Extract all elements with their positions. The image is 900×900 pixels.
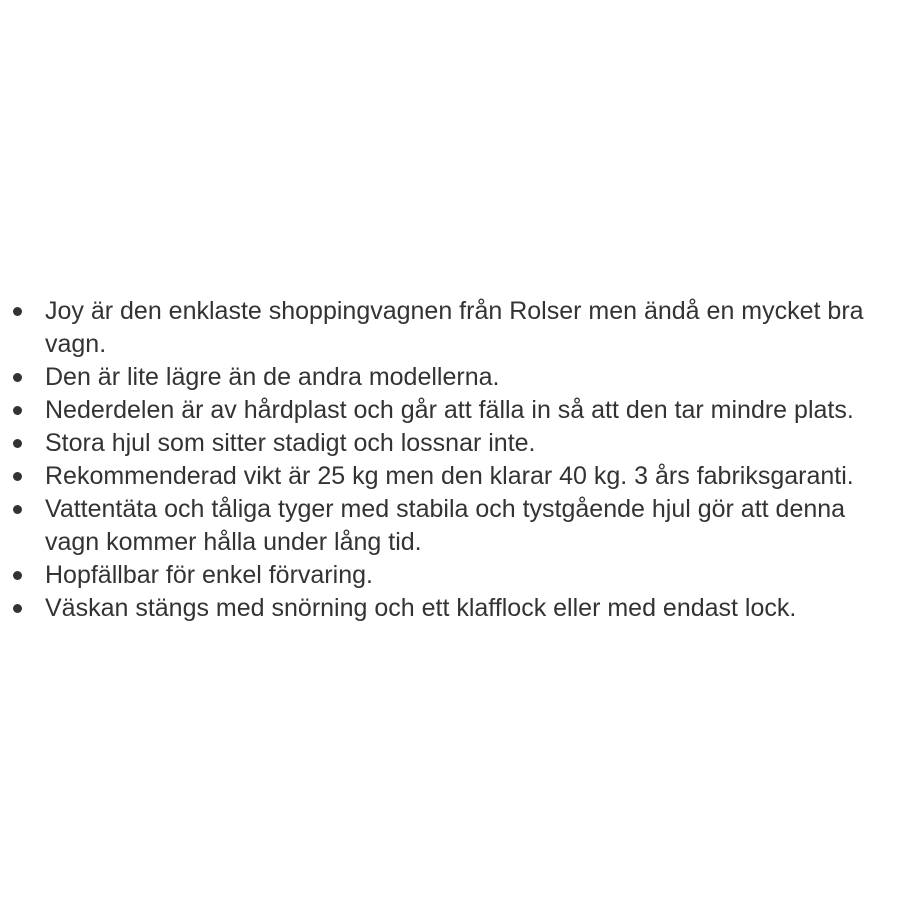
bullet-icon: [13, 361, 45, 394]
bullet-icon: [13, 559, 45, 592]
list-item: [13, 460, 900, 493]
list-item: [13, 295, 900, 361]
list-item-text: Väskan stängs med snörning och ett klafflock eller med endast lock.: [45, 594, 797, 622]
list-item-text: Vattentäta och tåliga tyger med stabila och tystgående hjul gör att denna vagn kommer hålla under lång tid.: [45, 495, 846, 556]
list-item-text: Hopfällbar för enkel förvaring.: [45, 561, 373, 589]
list-item-text: Den är lite lägre än de andra modellerna.: [45, 363, 500, 391]
bullet-icon: [13, 460, 45, 493]
list-item-text: Stora hjul som sitter stadigt och lossnar inte.: [45, 429, 536, 457]
feature-bullet-list: [13, 295, 900, 625]
list-item: [13, 493, 900, 559]
list-item: [13, 427, 900, 460]
list-item: [13, 592, 900, 625]
bullet-icon: [13, 394, 45, 427]
bullet-icon: [13, 427, 45, 460]
bullet-icon: [13, 295, 45, 328]
list-item-text: Joy är den enklaste shoppingvagnen från Rolser men ändå en mycket bra vagn.: [45, 297, 864, 358]
list-item-text: Nederdelen är av hårdplast och går att fälla in så att den tar mindre plats.: [45, 396, 854, 424]
list-item-text: Rekommenderad vikt är 25 kg men den klarar 40 kg. 3 års fabriksgaranti.: [45, 462, 854, 490]
list-item: [13, 559, 900, 592]
list-item: [13, 394, 900, 427]
bullet-icon: [13, 493, 45, 526]
list-item: [13, 361, 900, 394]
bullet-icon: [13, 592, 45, 625]
